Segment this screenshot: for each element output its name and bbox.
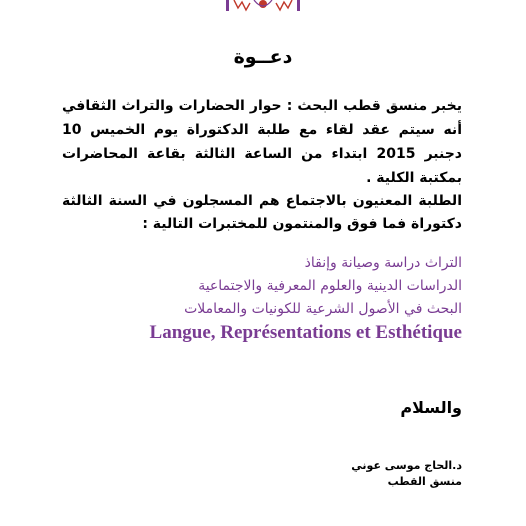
crest-emblem-icon [226,0,300,12]
signer-role: منسق القطب [387,475,462,488]
signature-block [351,458,462,490]
laboratory-list [62,252,462,321]
document-title: دعــوة [233,46,293,68]
laboratory-item: التراث دراسة وصيانة وإنقاذ [304,255,462,271]
laboratory-item: الدراسات الدينية والعلوم المعرفية والاجتماعية [198,278,462,294]
announcement-paragraph: يخبر منسق قطب البحث : حوار الحضارات والتراث الثقافي أنه سيتم عقد لقاء مع طلبة الدكتوراة يوم الخميس 10 دجنبر 2015 ابتداء من الساعة الثالثة بقاعة المحاضرات بمكتبة الكلية . [62,98,462,186]
laboratory-item: البحث في الأصول الشرعية للكونيات والمعاملات [184,301,462,317]
eligibility-paragraph: الطلبة المعنيون بالاجتماع هم المسجلون في السنة الثالثة دكتوراة فما فوق والمنتمون للمختبرات التالية : [62,193,462,232]
signer-name: د.الحاج موسى عوني [351,459,462,472]
laboratory-item-french: Langue, Représentations et Esthétique [149,322,462,343]
closing-salutation: والسلام [400,398,462,417]
